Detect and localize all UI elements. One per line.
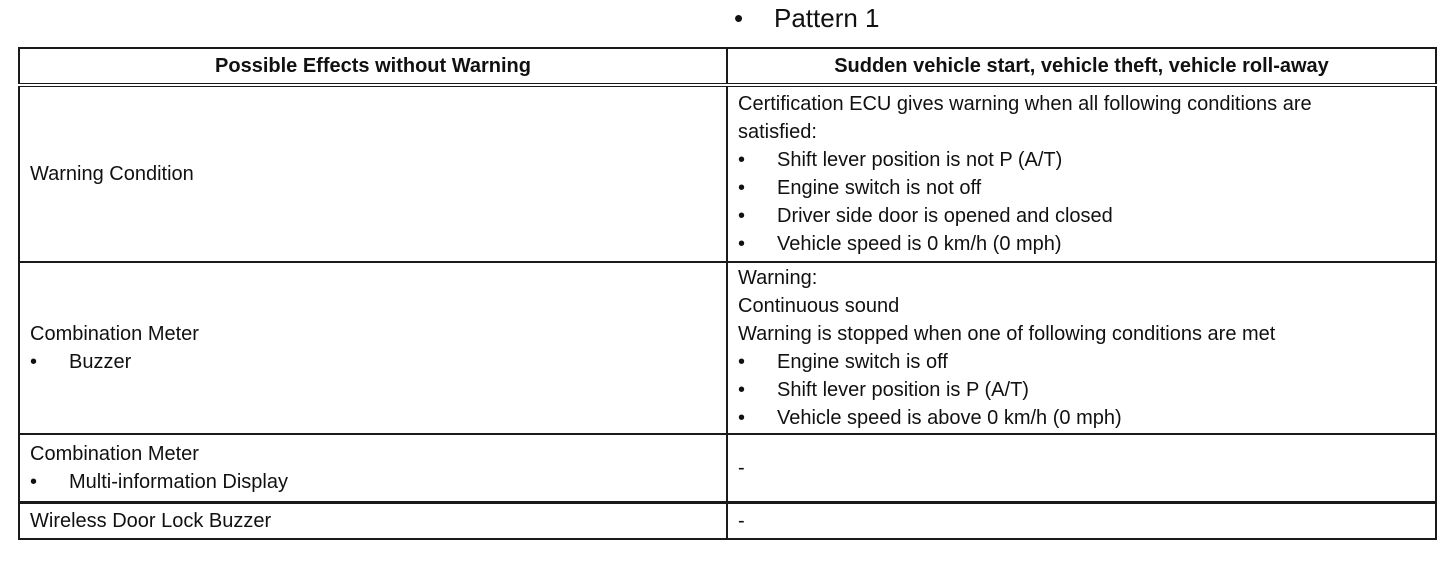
row-label: Combination Meter [30,443,199,465]
bullet-glyph: • [30,351,38,373]
bullet-glyph: • [738,233,746,255]
content-text: Warning is stopped when one of following conditions are met [738,323,1276,345]
row-label-wireless-door-lock-buzzer: Wireless Door Lock Buzzer [19,503,727,540]
bullet-text: Vehicle speed is 0 km/h (0 mph) [777,233,1062,255]
sub-label-text: Multi-information Display [69,471,288,493]
bullet-glyph: • [738,149,746,171]
table-row [19,503,1436,540]
condition-bullet [738,202,1425,230]
row-content-wireless-door-lock-buzzer [727,503,1436,540]
sub-label-text: Buzzer [69,351,132,373]
bullet-text: Driver side door is opened and closed [777,205,1113,227]
bullet-text: Shift lever position is P (A/T) [777,379,1029,401]
table-row [19,434,1436,503]
row-sub-label [30,348,716,376]
header-col-outcomes: Sudden vehicle start, vehicle theft, vehicle roll-away [727,48,1436,85]
header-col-effects: Possible Effects without Warning [19,48,727,85]
bullet-text: Engine switch is off [777,351,948,373]
bullet-glyph: • [30,471,38,493]
content-text: Continuous sound [738,295,900,317]
content-text: Certification ECU gives warning when all following conditions are [738,93,1312,115]
heading-text: Pattern 1 [774,3,880,33]
empty-dash: - [738,510,745,532]
table-header-row [19,48,1436,85]
row-label-warning-condition: Warning Condition [19,85,727,262]
empty-dash: - [738,457,745,479]
row-content-combination-meter-display [727,434,1436,503]
bullet-glyph: • [738,351,746,373]
condition-bullet [738,174,1425,202]
bullet-glyph: • [738,177,746,199]
effects-table [18,47,1437,540]
row-label: Combination Meter [30,323,199,345]
bullet-glyph: • [738,205,746,227]
content-text: satisfied: [738,121,817,143]
content-text: Warning: [738,267,818,289]
row-label-combination-meter-buzzer [19,262,727,434]
row-label-combination-meter-display [19,434,727,503]
bullet-glyph: • [738,379,746,401]
condition-bullet [738,146,1425,174]
bullet-glyph: • [738,407,746,429]
table-row [19,262,1436,434]
condition-bullet [738,376,1425,404]
bullet-text: Engine switch is not off [777,177,982,199]
table-row [19,85,1436,262]
row-content-combination-meter-buzzer [727,262,1436,434]
bullet-text: Vehicle speed is above 0 km/h (0 mph) [777,407,1122,429]
heading-bullet: • [734,3,744,33]
pattern-heading [734,2,880,34]
row-content-warning-condition [727,85,1436,262]
condition-bullet [738,348,1425,376]
condition-bullet [738,404,1425,432]
bullet-text: Shift lever position is not P (A/T) [777,149,1063,171]
row-sub-label [30,468,716,496]
condition-bullet [738,230,1425,258]
